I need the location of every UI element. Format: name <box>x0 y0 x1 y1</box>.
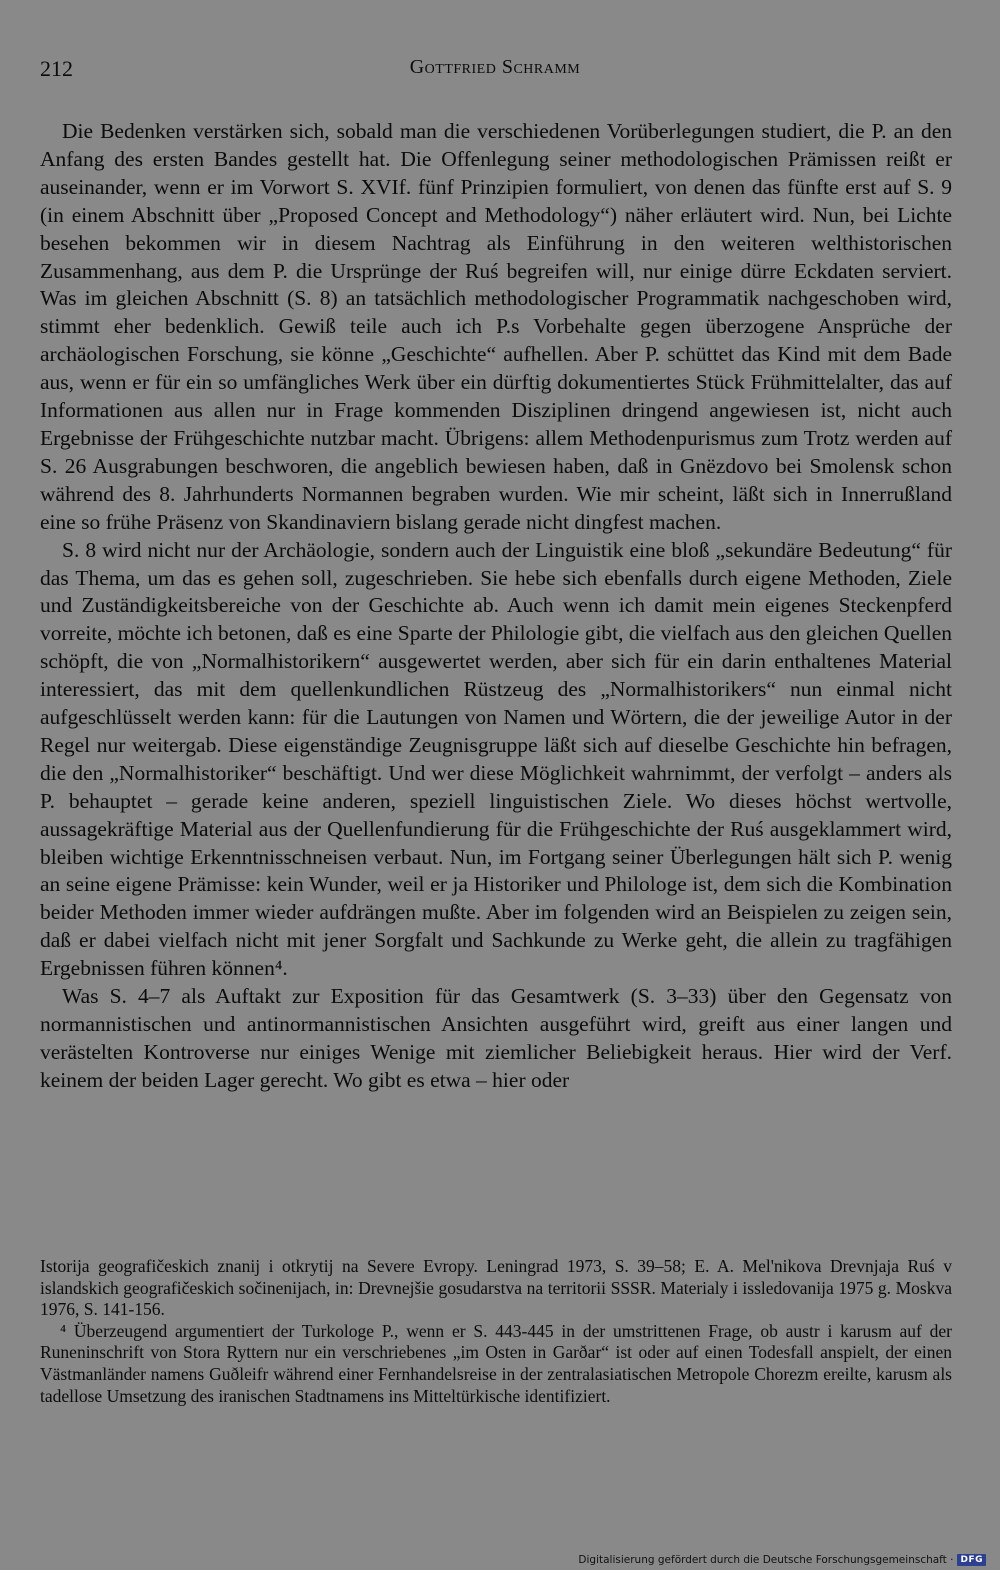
digitization-footer <box>578 1554 986 1566</box>
body-paragraph: Was S. 4–7 als Auftakt zur Exposition für das Gesamtwerk (S. 3–33) über den Gegensatz von normannistischen und antinormannistischen Ansichten ausgeführt wird, greift aus einer langen und verästelten Kontroverse nur einiges Wenige mit ziemlicher Beliebigkeit heraus. Hier wird der Verf. keinem der beiden Lager gerecht. Wo gibt es etwa – hier oder <box>40 984 952 1092</box>
body-text <box>40 118 952 1095</box>
page-number: 212 <box>40 56 73 81</box>
running-head: Gottfried Schramm <box>409 56 581 78</box>
body-paragraph: Die Bedenken verstärken sich, sobald man die verschiedenen Vorüberlegungen studiert, die P. an den Anfang des ersten Bandes gestellt hat. Die Offenlegung seiner methodologischen Prämissen reißt er auseinander, wenn er im Vorwort S. XVIf. fünf Prinzipien formuliert, von denen das fünfte erst auf S. 9 (in einem Abschnitt über „Proposed Concept and Methodology“) näher erläutert wird. Nun, bei Lichte besehen bekommen wir in diesem Nachtrag als Einführung in den weiteren welthistorischen Zusammenhang, aus dem P. die Ursprünge der Ruś begreifen will, nur einige dürre Eckdaten serviert. Was im gleichen Abschnitt (S. 8) an tatsächlich methodologischer Programmatik nachgeschoben wird, stimmt eher bedenklich. Gewiß teile auch ich P.s Vorbehalte gegen überzogene Ansprüche der archäologischen Forschung, sie könne „Geschichte“ aufhellen. Aber P. schüttet das Kind mit dem Bade aus, wenn er für ein so umfängliches Werk über ein dürftig dokumentiertes Stück Frühmittelalter, das auf Informationen aus allen nur in Frage kommenden Disziplinen dringend angewiesen ist, nicht auch Ergebnisse der Frühgeschichte nutzbar macht. Übrigens: allem Methodenpurismus zum Trotz werden auf S. 26 Ausgrabungen beschworen, die angeblich bewiesen haben, daß in Gnëzdovo bei Smolensk schon während des 8. Jahrhunderts Normannen begraben wurden. Wie mir scheint, läßt sich in Innerrußland eine so frühe Präsenz von Skandinaviern bislang gerade nicht dingfest machen. <box>40 119 952 534</box>
dfg-logo-icon: DFG <box>957 1554 986 1566</box>
footer-text: Digitalisierung gefördert durch die Deutsche Forschungsgemeinschaft · <box>578 1554 954 1566</box>
body-paragraph: S. 8 wird nicht nur der Archäologie, sondern auch der Linguistik eine bloß „sekundäre Bedeutung“ für das Thema, um das es gehen soll, zugeschrieben. Sie hebe sich ebenfalls durch eigene Methoden, Ziele und Zuständigkeitsbereiche von der Geschichte ab. Auch wenn ich damit mein eigenes Steckenpferd vorreite, möchte ich betonen, daß es eine Sparte der Philologie gibt, die vielfach aus den gleichen Quellen schöpft, die von „Normalhistorikern“ ausgewertet werden, aber sich für ein darin enthaltenes Material interessiert, das mit dem quellenkundlichen Rüstzeug des „Normalhistorikers“ nun einmal nicht aufgeschlüsselt werden kann: für die Lautungen von Namen und Wörtern, die der jeweilige Autor in der Regel nur weitergab. Diese eigenständige Zeugnisgruppe läßt sich auf dieselbe Geschichte hin befragen, die den „Normalhistoriker“ beschäftigt. Und wer diese Möglichkeit wahrnimmt, der verfolgt – anders als P. behauptet – gerade keine anderen, speziell linguistischen Ziele. Wo dieses höchst wertvolle, aussagekräftige Material aus der Quellenfundierung für die Frühgeschichte der Ruś ausgeklammert wird, bleiben wichtige Erkenntnisschneisen verbaut. Nun, im Fortgang seiner Überlegungen hält sich P. wenig an seine eigene Prämisse: kein Wunder, weil er ja Historiker und Philologe ist, dem sich die Kombination beider Methoden immer wieder aufdrängen mußte. Aber im folgenden wird an Beispielen zu zeigen sein, daß er dabei vielfach nicht mit jener Sorgfalt und Sachkunde zu Werke geht, die allein zu tragfähigen Ergebnissen führen können⁴. <box>40 537 952 981</box>
footnotes <box>40 1256 952 1407</box>
footnote-4: ⁴ Überzeugend argumentiert der Turkologe P., wenn er S. 443-445 in der umstrittenen Frage, ob austr i karusm auf der Runeninschrift von Stora Ryttern nur ein verschriebenes „im Osten in Garðar“ ist oder auf einen Todesfall anspielt, der einen Västmanländer namens Guðleifr während einer Fernhandelsreise in der zentralasiatischen Metropole Chorezm ereilte, karusm als tadellose Umsetzung des iranischen Stadtnamens ins Mitteltürkische identifiziert. <box>40 1320 952 1406</box>
footnote-3-continuation: Istorija geografičeskich znanij i otkrytij na Severe Evropy. Leningrad 1973, S. 39–58; E. A. Mel'nikova Drevnjaja Ruś v islandskich geografičeskich sočinenijach, in: Drevnejšie gosudarstva na territorii SSSR. Materialy i issledovanija 1975 g. Moskva 1976, S. 141-156. <box>40 1256 952 1320</box>
page-header <box>40 56 950 90</box>
